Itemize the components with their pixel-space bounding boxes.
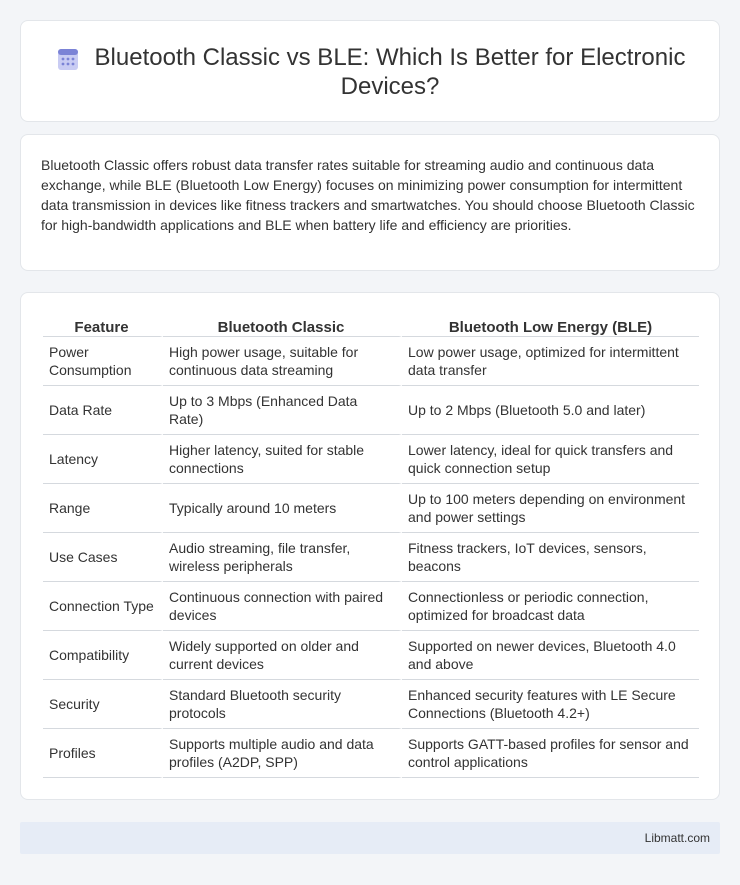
intro-paragraph: Bluetooth Classic offers robust data transfer rates suitable for streaming audio and continuous data exchange, while BLE (Bluetooth Low Energy) focuses on minimizing power consumption for intermittent data transmission in devices like fitness trackers and smartwatches. You should choose Bluetooth Classic for high-bandwidth applications and BLE when battery life and efficiency are priorities. — [41, 157, 695, 233]
ble-cell: Connectionless or periodic connection, optimized for broadcast data — [402, 582, 699, 631]
classic-cell: Standard Bluetooth security protocols — [163, 680, 402, 729]
classic-cell: High power usage, suitable for continuous data streaming — [163, 337, 402, 386]
ble-cell: Up to 100 meters depending on environment and power settings — [402, 484, 699, 533]
table-header-row — [43, 315, 699, 337]
feature-cell: Range — [43, 484, 163, 533]
classic-cell: Continuous connection with paired devices — [163, 582, 402, 631]
header-feature: Feature — [43, 315, 163, 337]
table-row — [43, 729, 699, 778]
classic-cell: Supports multiple audio and data profiles (A2DP, SPP) — [163, 729, 402, 778]
table-row — [43, 631, 699, 680]
header-bluetooth-classic: Bluetooth Classic — [163, 315, 402, 337]
classic-cell: Widely supported on older and current devices — [163, 631, 402, 680]
table-row — [43, 435, 699, 484]
ble-cell: Fitness trackers, IoT devices, sensors, beacons — [402, 533, 699, 582]
comparison-table — [43, 315, 699, 778]
feature-cell: Compatibility — [43, 631, 163, 680]
ble-cell: Up to 2 Mbps (Bluetooth 5.0 and later) — [402, 386, 699, 435]
feature-cell: Latency — [43, 435, 163, 484]
ble-cell: Supports GATT-based profiles for sensor and control applications — [402, 729, 699, 778]
table-row — [43, 386, 699, 435]
classic-cell: Higher latency, suited for stable connections — [163, 435, 402, 484]
footer-site-name[interactable]: Libmatt.com — [644, 831, 710, 845]
classic-cell: Up to 3 Mbps (Enhanced Data Rate) — [163, 386, 402, 435]
table-row — [43, 680, 699, 729]
feature-cell: Security — [43, 680, 163, 729]
feature-cell: Profiles — [43, 729, 163, 778]
ble-cell: Lower latency, ideal for quick transfers and quick connection setup — [402, 435, 699, 484]
table-row — [43, 533, 699, 582]
intro-card — [20, 134, 720, 271]
title-card — [20, 20, 720, 122]
ble-cell: Low power usage, optimized for intermittent data transfer — [402, 337, 699, 386]
table-row — [43, 337, 699, 386]
feature-cell: Power Consumption — [43, 337, 163, 386]
comparison-table-card — [20, 292, 720, 800]
footer-bar — [20, 822, 720, 854]
classic-cell: Audio streaming, file transfer, wireless peripherals — [163, 533, 402, 582]
table-row — [43, 582, 699, 631]
feature-cell: Connection Type — [43, 582, 163, 631]
page-title: Bluetooth Classic vs BLE: Which Is Better for Electronic Devices? — [94, 44, 686, 100]
feature-cell: Use Cases — [43, 533, 163, 582]
table-row — [43, 484, 699, 533]
classic-cell: Typically around 10 meters — [163, 484, 402, 533]
feature-cell: Data Rate — [43, 386, 163, 435]
ble-cell: Supported on newer devices, Bluetooth 4.0 and above — [402, 631, 699, 680]
header-ble: Bluetooth Low Energy (BLE) — [402, 315, 699, 337]
ble-cell: Enhanced security features with LE Secure Connections (Bluetooth 4.2+) — [402, 680, 699, 729]
